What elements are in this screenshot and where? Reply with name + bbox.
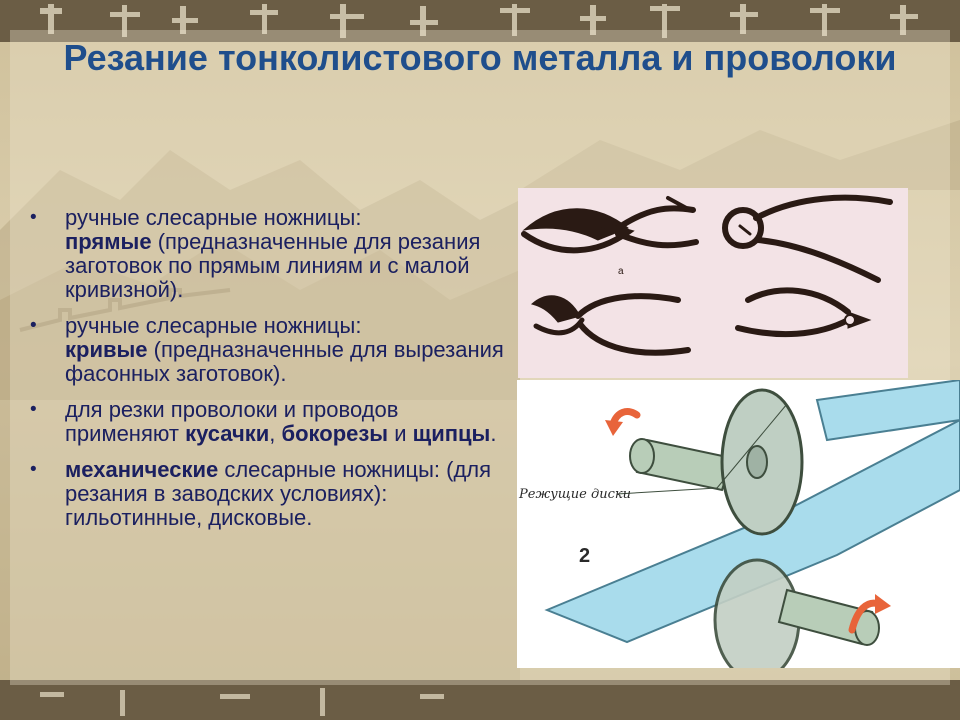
bullet-bold-term: бокорезы [281,421,389,446]
bullet-text: , [269,421,282,446]
bullet-text: слесарные ножницы: (для резания в заводских условиях): гильотинные, дисковые. [65,457,492,530]
bullet-bold-term: кривые [65,337,148,362]
bullet-marker: • [30,459,37,480]
bullet-list [30,206,515,542]
bullet-text: ручные слесарные ножницы: [65,313,362,338]
bullet-text: (предназначенные для вырезания фасонных заготовок). [65,337,504,386]
bullet-bold-term: механические [65,457,219,482]
bullet-text: для резки проволоки и проводов применяют [65,397,399,446]
bullet-item-mechanical-shears [30,458,515,530]
bullet-marker: • [30,399,37,420]
bullet-marker: • [30,207,37,228]
bullet-marker: • [30,315,37,336]
bullet-item-curved-shears [30,314,515,386]
bullet-text: (предназначенные для резания заготовок по прямым линиям и с малой кривизной). [65,229,481,302]
bullet-bold-term: прямые [65,229,152,254]
bullet-item-wire-cutters [30,398,515,446]
bullet-text: и [388,421,413,446]
figure-label-a: а [618,266,624,277]
slide-title: Резание тонколистового металла и проволоки [63,37,897,78]
bullet-bold-term: кусачки [185,421,270,446]
figure-number-label: 2 [579,545,591,567]
bullet-item-straight-shears [30,206,515,302]
bullet-text: . [490,421,497,446]
cutting-discs-label: Режущие диски [519,487,631,502]
hand-shears-illustration [518,188,908,378]
bullet-bold-term: щипцы [412,421,491,446]
disc-shears-illustration [517,380,960,668]
bullet-text: ручные слесарные ножницы: [65,205,362,230]
